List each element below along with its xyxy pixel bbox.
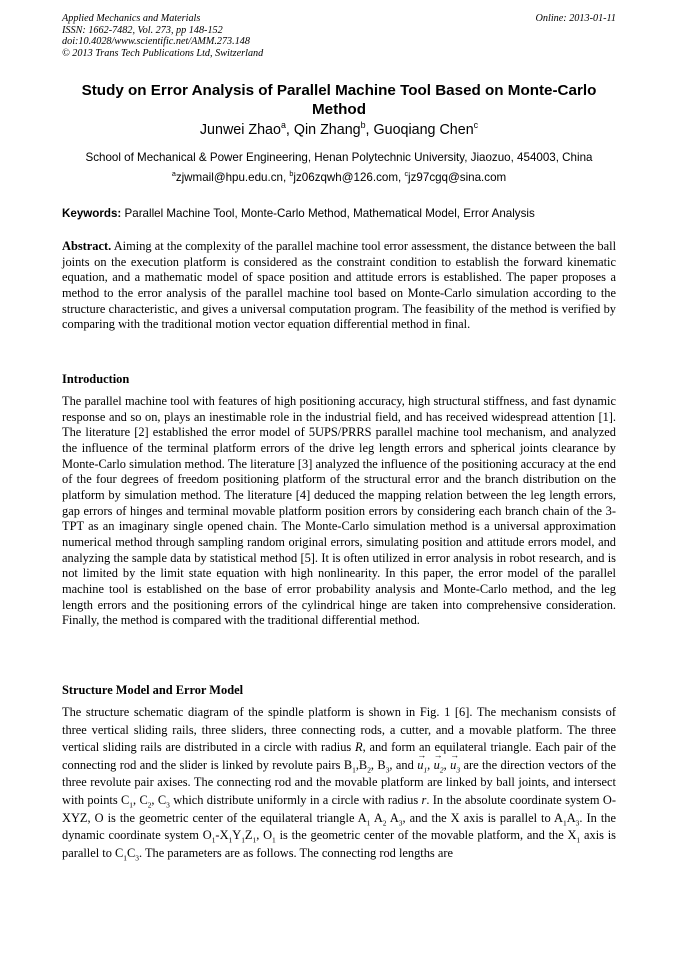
email-address[interactable]: jz97cgq@sina.com <box>408 171 507 184</box>
symbol: Z <box>244 828 253 843</box>
issn: ISSN: 1662-7482, Vol. 273, pp 148-152 <box>62 24 223 36</box>
text-run: , <box>87 810 91 825</box>
subscript: 1 <box>211 835 216 845</box>
author-name: Qin Zhang <box>293 122 361 138</box>
text-run: , and <box>389 757 414 772</box>
subscript: 3 <box>385 765 390 775</box>
subscript: 2 <box>382 818 387 828</box>
author-name: Guoqiang Chen <box>373 122 474 138</box>
subscript: 3 <box>575 818 580 828</box>
subscript: 1 <box>228 835 233 845</box>
subscript: 1 <box>366 818 371 828</box>
keywords <box>62 206 616 221</box>
symbol: C <box>126 845 136 860</box>
vector-u3 <box>450 757 460 775</box>
text-run: , and the <box>402 810 447 825</box>
introduction-text: The parallel machine tool with features of high positioning accuracy, high structural stiffness, and fast dynamic response and so on, plays an inestimable role in the industrial field, and has received widespread attention [1]. The literature [2] established the error model of 5UPS/PRRS parallel machine tool mechanism, and analyzed the influence of the terminal platform errors of the drive leg length errors and spherical joints clearance by Monte-Carlo simulation method. The literature [3] analyzed the influence of the positioning accuracy at the end of the four degrees of freedom positioning platform of the structural error and the branch distribution on the platform by simulation method. The literature [4] deduced the mapping relation between the leg length errors, gap errors of hinges and terminal movable platform position errors by considering each branch chain of the 3-TPT as an imaginary single opened chain. The Monte-Carlo simulation method is a universal approximation numerical method through sampling random original errors, simulating position and attitude errors model, and analyzing the sample data by statistical method [5]. It is often utilized in error analysis in robot research, and is not limited by the limit state equation with high nonlinearity. In this paper, the error model of the parallel machine tool is established on the base of error probability analysis and Monte-Carlo method, and the leg length errors and the positioning errors of the cylindrical hinge are taken into comprehensive consideration. Finally, the method is compared with the traditional differential method. <box>62 394 616 628</box>
subscript: 2 <box>439 765 444 775</box>
text-run: . The parameters are as follows. The connecting rod lengths are <box>138 845 453 860</box>
symbol: O <box>94 810 104 825</box>
symbol: B <box>377 757 386 772</box>
section-heading-structure: Structure Model and Error Model <box>62 683 244 697</box>
symbol: X <box>450 810 460 825</box>
symbol: X <box>219 828 229 843</box>
symbol: C <box>121 792 130 807</box>
symbol: X <box>567 828 577 843</box>
symbol: Y <box>232 828 242 843</box>
author-mark: b <box>360 120 366 131</box>
text-run: are the direction vectors of the three revolute pair axises. The connecting rod and the movable platform are linked by ball joints, and intersect with points <box>62 757 617 807</box>
email-mark: c <box>404 169 409 179</box>
text-run: axis is parallel to <box>62 828 617 860</box>
text-run: The structure schematic diagram of the spindle platform is shown in Fig. 1 [6]. The mechanism consists of three vertical sliding rails, three sliders, three connecting rods, a cutter, and a movable platform. The three vertical sliding rails are distributed in a circle with radius <box>62 705 616 755</box>
section-heading-introduction: Introduction <box>62 372 130 386</box>
online-date: Online: 2013-01-11 <box>535 13 616 24</box>
text-run: axis is parallel to <box>463 810 551 825</box>
text-run: is the geometric center of the equilateral triangle <box>107 810 355 825</box>
symbol: A <box>357 810 367 825</box>
symbol: C <box>157 792 167 807</box>
subscript: 1 <box>576 835 581 845</box>
paper-title: Study on Error Analysis of Parallel Machine Tool Based on Monte-Carlo Method <box>81 82 597 118</box>
subscript: 1 <box>241 835 245 845</box>
author-mark: a <box>280 120 286 131</box>
keywords-text: Parallel Machine Tool, Monte-Carlo Method, Mathematical Model, Error Analysis <box>124 207 535 220</box>
symbol: O <box>202 828 212 843</box>
symbol: O-XYZ <box>62 792 616 825</box>
text-run: which distribute uniformly in a circle with radius <box>173 792 419 807</box>
subscript: 1 <box>563 818 567 828</box>
symbol: B <box>358 757 368 772</box>
symbol: B <box>343 757 353 772</box>
symbol: O <box>263 828 273 843</box>
subscript: 3 <box>456 765 461 775</box>
structure-text: The structure schematic diagram of the spindle platform is shown in Fig. 1 [6]. The mechanism consists of three vertical sliding rails, three sliders, three connecting rods, a cutter, and a movable platform. The three vertical sliding rails are distributed in a circle with radius R, and form an equilateral triangle. Each pair of the connecting rod and the slider is linked by revolute pairs $B_1,B_2$, $B_3$, and → $u_1$, → $u_2$, → $u_3$ are the direction vectors of the three revolute pair axises. The connecting rod and the movable platform are linked by ball joints, and intersect with points $C_1$, $C_2$, $C_3$ which distribute uniformly in a circle with radius r. In the absolute coordinate system O-XYZ, O is the geometric center of the equilateral triangle $A_1$ $A_2$ $A_3$, and the X axis is parallel to $A_1A_3$. In the dynamic coordinate system $O_1-X_1Y_1Z_1$, $O_1$ is the geometric center of the movable platform, and the $X_1$ axis is parallel to $C_1C_3$. The parameters are as follows. The connecting rod lengths are <box>62 704 616 862</box>
symbol: r <box>421 792 427 807</box>
vector-u1 <box>417 757 427 775</box>
copyright: © 2013 Trans Tech Publications Ltd, Switzerland <box>62 47 264 59</box>
email-address[interactable]: jz06zqwh@126.com <box>293 171 398 184</box>
email-mark: a <box>171 169 176 179</box>
symbol: u <box>417 757 424 772</box>
abstract <box>62 239 616 333</box>
journal-header <box>62 13 616 59</box>
subscript: 2 <box>147 800 152 810</box>
symbol: A <box>566 810 576 825</box>
text-run: . In the dynamic coordinate system <box>62 810 616 843</box>
doi: doi:10.4028/www.scientific.net/AMM.273.148 <box>62 36 250 47</box>
email-list: $^a$zjwmail@hpu.edu.cn, $^b$jz06zqwh@126.com, $^c$jz97cgq@sina.com <box>171 169 507 184</box>
author-name: Junwei Zhao <box>199 122 281 138</box>
subscript: 3 <box>398 818 403 828</box>
symbol: C <box>139 792 148 807</box>
email-address[interactable]: zjwmail@hpu.edu.cn <box>175 171 283 184</box>
symbol: R <box>355 740 363 755</box>
symbol: A <box>373 810 383 825</box>
journal-name: Applied Mechanics and Materials <box>62 13 201 24</box>
symbol: u <box>450 757 457 772</box>
text-run: is the geometric center of the movable platform, and the <box>279 828 564 843</box>
subscript: 1 <box>272 835 276 845</box>
affiliation: School of Mechanical & Power Engineering, Henan Polytechnic University, Jiaozuo, 454003, China <box>85 151 593 164</box>
symbol: A <box>554 810 563 825</box>
subscript: 3 <box>135 853 139 863</box>
symbol: u <box>433 757 440 772</box>
subscript: 1 <box>129 800 133 810</box>
text-run: , and form an equilateral triangle. Each pair of the connecting rod and the slider is linked by revolute pairs <box>62 740 616 772</box>
author-list: Junwei Zhao$^a$, Qin Zhang$^b$, Guoqiang Chen$^c$ <box>199 120 479 138</box>
subscript: 1 <box>123 853 127 863</box>
abstract-text: Aiming at the complexity of the parallel machine tool error assessment, the distance between the ball joints on the execution platform is considered as the constraint condition to establish the forward kinematic equation, and a mathematic model of space position and attitude errors is established. The paper proposes a method to the error analysis of the parallel machine tool based on Monte-Carlo simulation according to the structure characteristic, and gives a universal computation program. The feasibility of the method is verified by comparing with the traditional motion vector equation differential method in final. <box>62 239 617 332</box>
symbol: C <box>115 845 124 860</box>
text-run: . In the absolute coordinate system <box>426 792 600 807</box>
author-mark: c <box>473 120 479 131</box>
subscript: 2 <box>367 765 371 775</box>
abstract-label: Abstract. <box>62 239 112 253</box>
subscript: 3 <box>166 800 170 810</box>
symbol: A <box>389 810 399 825</box>
subscript: 1 <box>423 765 428 775</box>
vector-u2 <box>434 757 444 775</box>
email-mark: b <box>289 169 294 179</box>
subscript: 1 <box>252 835 257 845</box>
keywords-label: Keywords: <box>62 207 122 220</box>
subscript: 1 <box>352 765 356 775</box>
